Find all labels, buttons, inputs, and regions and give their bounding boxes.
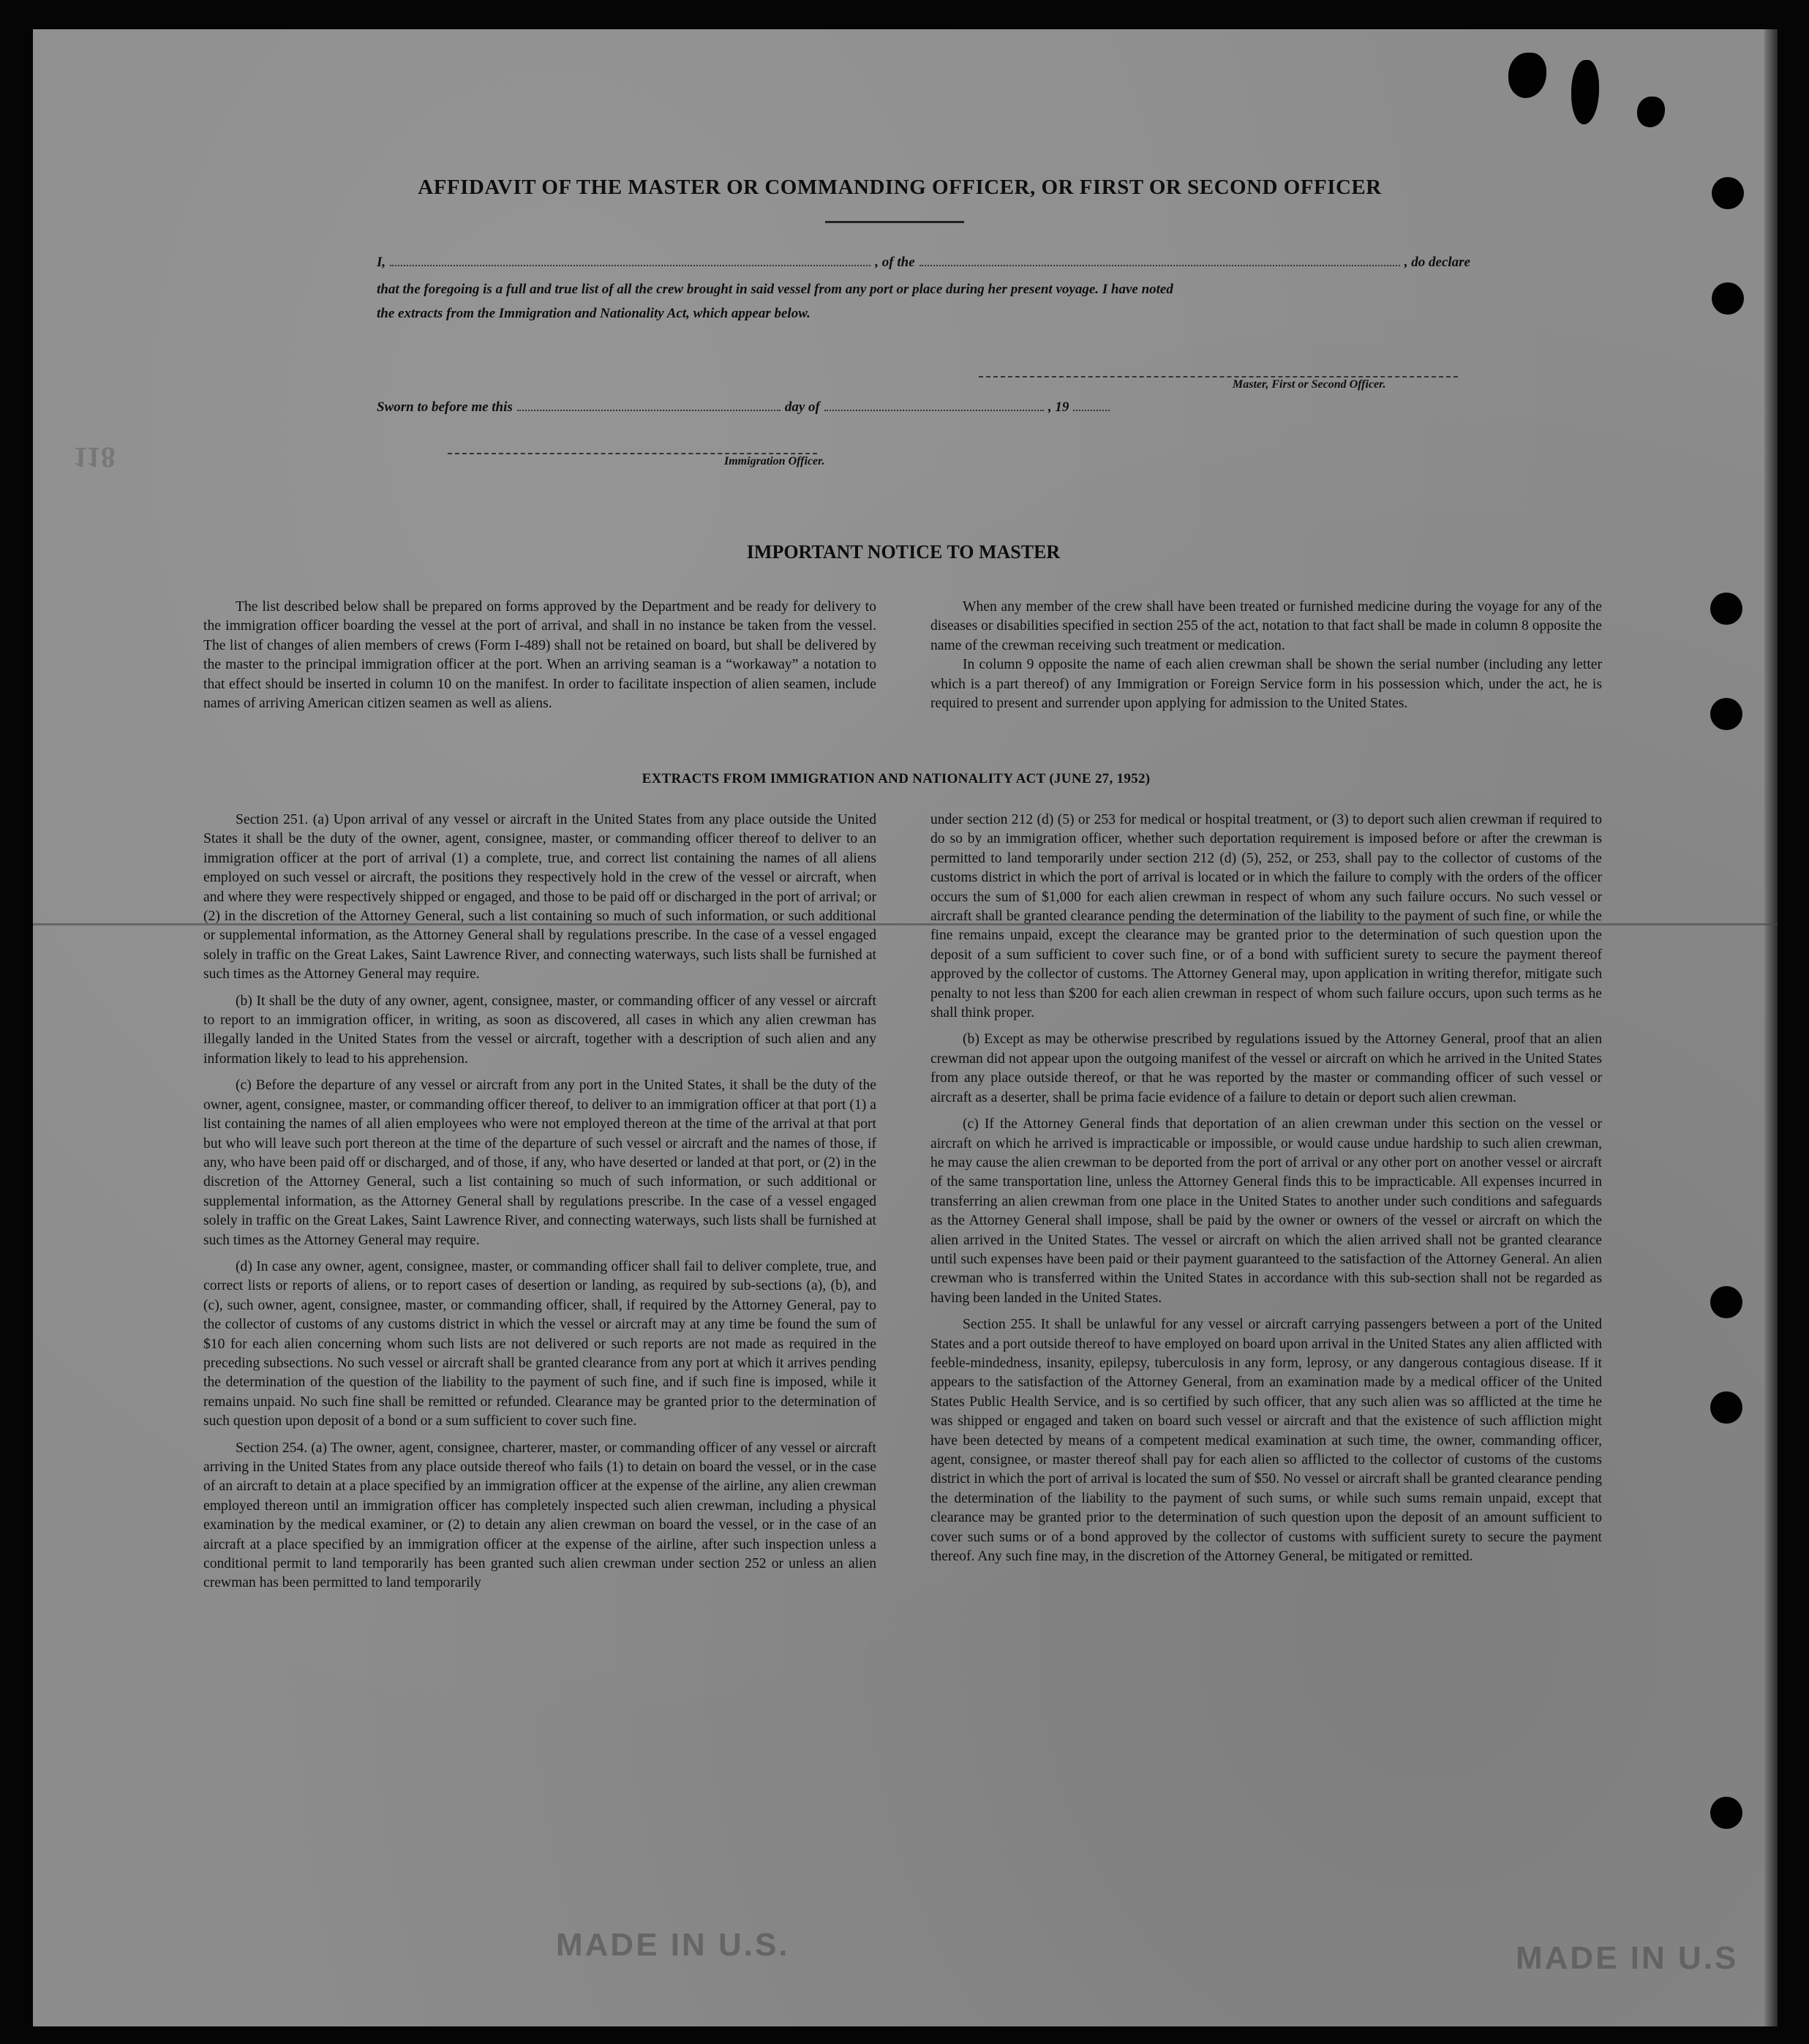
- punch-hole: [1710, 698, 1742, 730]
- notice-left-text: The list described below shall be prepared on forms approved by the Department and be ready for delivery to the immigration officer boarding the vessel at the port of arrival, and shall in no instance be taken from the vessel. The list of changes of alien members of crews (Form I-489) shall not be retained on board, but shall be delivered by the master to the principal immigration officer at the port. When an arriving seaman is a “workaway” a notation to that effect should be inserted in column 10 on the manifest. In order to facilitate inspection of alien seamen, include names of arriving American citizen seamen as well as aliens.: [203, 599, 876, 712]
- sworn-line: [377, 395, 1470, 419]
- declaration-line-1: [377, 250, 1470, 274]
- bleed-through-made-in-left: MADE IN U.S.: [556, 1927, 790, 1963]
- sworn-day-of: day of: [784, 399, 820, 415]
- vessel-blank[interactable]: [919, 252, 1400, 266]
- extracts-title: EXTRACTS FROM IMMIGRATION AND NATIONALITY ACT (JUNE 27, 1952): [642, 771, 1151, 786]
- notice-title: IMPORTANT NOTICE TO MASTER: [746, 541, 1061, 563]
- section-254-c: (c) If the Attorney General finds that deportation of an alien crewman under this section on the vessel or aircraft on which he arrived is impracticable or impossible, or would cause undue hardship to such alien crewman, he may cause the alien crewman to be deported from the port of arrival or any other port on another vessel or aircraft of the same transportation line, unless the Attorney General finds this to be impracticable. All expenses incurred in transferring an alien crewman from one place in the United States to another under such conditions and safeguards as the Attorney General shall impose, shall be paid by the owner or owners of the vessel or aircraft on which the alien arrived in the United States. The vessel or aircraft on which the alien arrived shall not be granted clearance until such expenses have been paid or their payment guaranteed to the satisfaction of the Attorney General. An alien crewman who is transferred within the United States in accordance with this sub-section shall not be regarded as having been landed in the United States.: [930, 1116, 1602, 1306]
- title-rule: [825, 221, 964, 223]
- master-caption: Master, First or Second Officer.: [1233, 378, 1386, 391]
- declaration-i: I,: [377, 255, 386, 270]
- declaration-block: [377, 250, 1470, 326]
- section-251-d: (d) In case any owner, agent, consignee, master, or commanding officer shall fail to deliver complete, true, and correct lists or reports of aliens, or to report cases of desertion or landing, as required by sub-sections (a), (b), and (c), such owner, agent, consignee, master, or commanding officer, shall, if required by the Attorney General, pay to the collector of customs of any customs district in which the vessel or aircraft may at any time be found the sum of $10 for each alien concerning whom such lists are not delivered or such reports are not made as required in the preceding subsections. No such vessel or aircraft shall be granted clearance from any port at which it arrives pending the determination of the question of the liability to the payment of such fine, and if such fine is imposed, while it remains unpaid. No such fine shall be remitted or refunded. Clearance may be granted prior to the determination of such question upon deposit of a bond or a sum sufficient to cover such fine.: [203, 1258, 876, 1429]
- sworn-year-blank[interactable]: [1073, 397, 1110, 411]
- section-254-a-continued: under section 212 (d) (5) or 253 for medical or hospital treatment, or (3) to deport such alien crewman if required to do so by an immigration officer, whether such deportation requirement is imposed before or after the crewman is permitted to land temporarily under section 212 (d) (5), 252, or 253, shall pay to the collector of customs of the customs district in which the port of arrival is located or in which the failure to comply with the orders of the officer occurs the sum of $1,000 for each alien crewman in respect of whom any such failure occurs. No such vessel or aircraft shall be granted clearance pending the determination of the liability to the payment of such fine, or while the fine remains unpaid, except the clearance may be granted prior to the determination of such question upon the deposit of a sum sufficient to cover such fine, or of a bond with sufficient surety to secure the payment thereof approved by the collector of customs. The Attorney General may, upon application in writing therefor, mitigate such penalty to not less than $200 for each alien crewman in respect of whom such failure occurs, upon such terms as he shall think proper.: [930, 812, 1602, 1021]
- section-254-a: Section 254. (a) The owner, agent, consignee, charterer, master, or commanding officer of any vessel or aircraft arriving in the United States from any place outside thereof who fails (1) to detain on board the vessel, or in the case of an aircraft to detain at a place specified by an immigration officer at the expense of the airline, any alien crewman employed thereon until an immigration officer has completely inspected such alien crewman, including a physical examination by the medical examiner, or (2) to detain any alien crewman on board the vessel, or in the case of an aircraft at a place specified by an immigration officer at the expense of the airline, after such inspection unless a conditional permit to land temporarily has been granted such alien crewman under section 252 or unless an alien crewman has been permitted to land temporarily: [203, 1440, 876, 1591]
- section-255: Section 255. It shall be unlawful for any vessel or aircraft carrying passengers between a port of the United States and a port outside thereof to have employed on board upon arrival in the United States any alien afflicted with feeble-mindedness, insanity, epilepsy, tuberculosis in any form, leprosy, or any dangerous contagious disease. If it appears to the satisfaction of the Attorney General, from an examination made by a medical officer of the United States Public Health Service, and is so certified by such officer, that any such alien was so afflicted at the time he was shipped or engaged and taken on board such vessel or aircraft and that the existence of such affliction might have been detected by means of a competent medical examination at such time, the owner, commanding officer, agent, consignee, or master thereof shall pay for each alien so afflicted to the collector of customs of the customs district in which the port of arrival is located the sum of $50. No vessel or aircraft shall be granted clearance pending the determination of the liability to the payment of such sums, or while such sums remain unpaid, except that clearance may be granted prior to the determination of such question upon the deposit of an amount sufficient to cover such sums or of a bond approved by the collector of customs with sufficient surety to secure the payment thereof. Any such fine may, in the discretion of the Attorney General, be mitigated or remitted.: [930, 1317, 1602, 1565]
- declaration-of-the: , of the: [875, 255, 915, 270]
- sworn-block: [377, 395, 1470, 419]
- declaration-line-3: the extracts from the Immigration and Nationality Act, which appear below.: [377, 306, 811, 321]
- notice-right-text-2: In column 9 opposite the name of each alien crewman shall be shown the serial number (including any letter which is a part thereof) of any Immigration or Foreign Service form in his possession which, under the act, he is required to present and surrender upon applying for admission to the United States.: [930, 657, 1602, 712]
- notice-right-column: [930, 598, 1602, 721]
- officer-caption: Immigration Officer.: [724, 455, 825, 467]
- punch-hole: [1710, 1286, 1742, 1318]
- declaration-line-2: that the foregoing is a full and true list of all the crew brought in said vessel from any port or place during her present voyage. I have noted: [377, 282, 1173, 297]
- sworn-date-blank[interactable]: [517, 397, 781, 411]
- master-signature-line[interactable]: [979, 375, 1458, 377]
- sworn-month-blank[interactable]: [824, 397, 1044, 411]
- notice-left-column: [203, 598, 876, 721]
- punch-hole: [1712, 282, 1744, 315]
- sworn-year: , 19: [1048, 399, 1069, 415]
- declaration-do-declare: , do declare: [1404, 255, 1470, 270]
- section-251-b: (b) It shall be the duty of any owner, agent, consignee, master, or commanding officer of any vessel or aircraft to report to an immigration officer, in writing, as soon as discovered, all cases in which any alien crewman has illegally landed in the United States from the vessel or aircraft, together with a description of such alien and any information likely to lead to his apprehension.: [203, 993, 876, 1067]
- affidavit-title: AFFIDAVIT OF THE MASTER OR COMMANDING OFFICER, OR FIRST OR SECOND OFFICER: [418, 176, 1382, 199]
- name-blank[interactable]: [390, 252, 870, 266]
- notice-right-text-1: When any member of the crew shall have been treated or furnished medicine during the voyage for any of the diseases or disabilities specified in section 255 of the act, notation to that fact shall be made in column 8 opposite the name of the crewman receiving such treatment or medication.: [930, 599, 1602, 653]
- officer-signature-line[interactable]: [448, 451, 817, 454]
- punch-hole: [1712, 177, 1744, 209]
- bleed-through-page-number: 118: [73, 441, 116, 474]
- section-251-c: (c) Before the departure of any vessel or aircraft from any port in the United States, it shall be the duty of the owner, agent, consignee, master, or commanding officer thereof, to deliver to an immigration officer at that port (1) a list containing the names of all alien employees who were not employed thereon at the time of the arrival at that port but who will leave such port thereon at the time of the departure of such vessel or aircraft and the names of those, if any, who have been paid off or discharged, and of those, if any, who have deserted or landed at that port, or (2) in the discretion of the Attorney General, such a list containing so much of such information, or such additional or supplemental information, as the Attorney General shall by regulations prescribe. In the case of a vessel engaged solely in traffic on the Great Lakes, Saint Lawrence River, and connecting waterways, such lists shall be furnished at such times as the Attorney General may require.: [203, 1078, 876, 1248]
- sworn-label: Sworn to before me this: [377, 399, 513, 415]
- punch-hole: [1710, 1391, 1742, 1424]
- punch-hole: [1710, 593, 1742, 625]
- extracts-left-column: [203, 811, 876, 1601]
- page-edge-shadow: [1764, 29, 1778, 2026]
- section-251-a: Section 251. (a) Upon arrival of any vessel or aircraft in the United States from any place outside the United States it shall be the duty of the owner, agent, consignee, master, or commanding officer thereof to deliver to an immigration officer at the port of arrival (1) a complete, true, and correct list containing the names of all aliens employed on such vessel or aircraft, the positions they respectively hold in the crew of the vessel or aircraft, when and where they were respectively shipped or engaged, and those to be paid off or discharged in the port of arrival; or (2) in the discretion of the Attorney General, such a list containing so much of such information, or such additional or supplemental information, as the Attorney General shall by regulations prescribe. In the case of a vessel engaged solely in traffic on the Great Lakes, Saint Lawrence River, and connecting waterways, such lists shall be furnished at such times as the Attorney General may require.: [203, 812, 876, 982]
- punch-hole: [1710, 1797, 1742, 1829]
- bleed-through-made-in-right: MADE IN U.S: [1516, 1940, 1739, 1976]
- extracts-right-column: [930, 811, 1602, 1574]
- section-254-b: (b) Except as may be otherwise prescribed by regulations issued by the Attorney General, proof that an alien crewman did not appear upon the outgoing manifest of the vessel or aircraft on which he arrived in the United States from any place outside thereof, or that he was reported by the master or commanding officer of such vessel or aircraft as a deserter, shall be prima facie evidence of a failure to detain or deport such alien crewman.: [930, 1032, 1602, 1105]
